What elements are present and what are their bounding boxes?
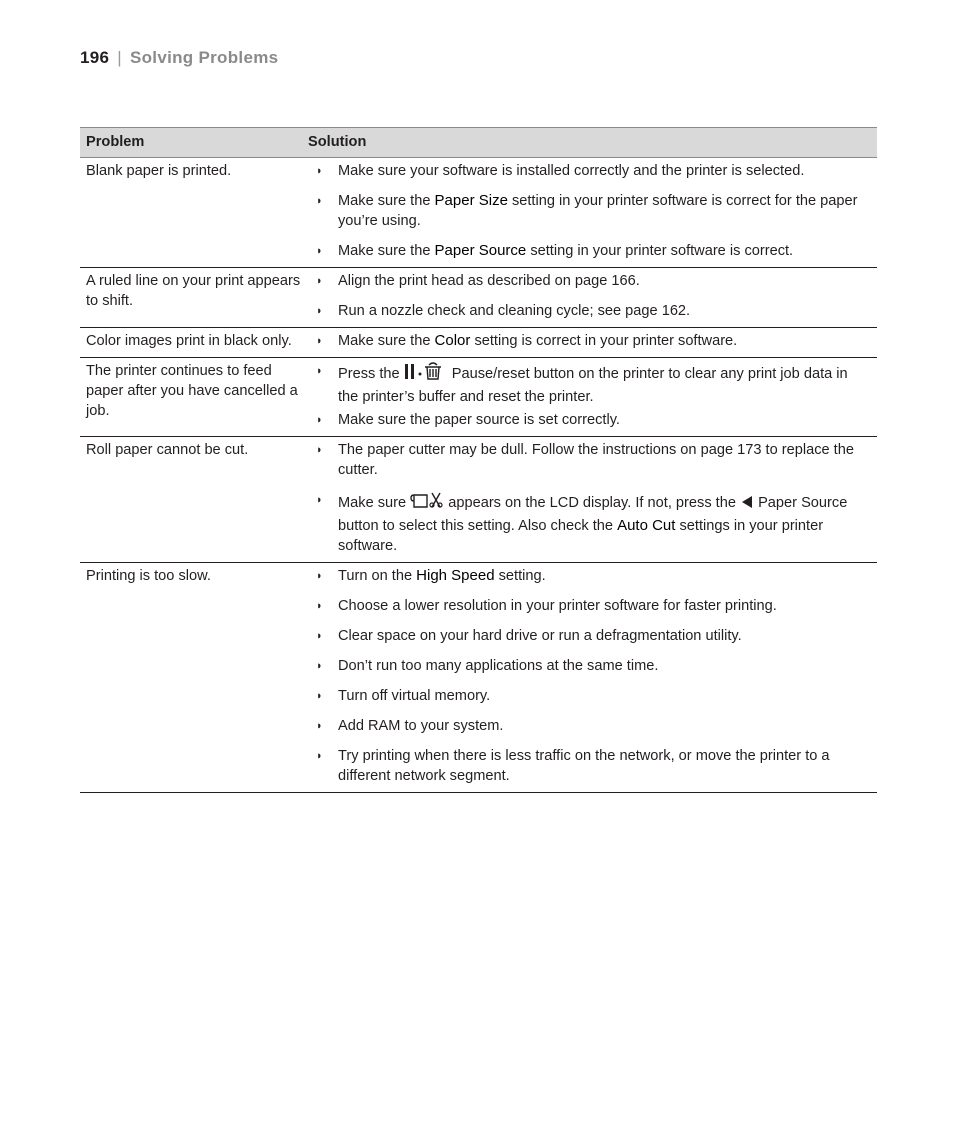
header-separator: |: [117, 48, 122, 67]
left-arrow-icon: [740, 494, 754, 516]
bullet-icon: ◗: [316, 414, 323, 426]
problem-cell: The printer continues to feed paper after you have cancelled a job.: [80, 358, 314, 437]
solution-item: ◗ Turn off virtual memory.: [316, 688, 491, 704]
solution-list: [314, 271, 869, 321]
table-row: [80, 268, 877, 328]
solution-cell: [314, 563, 877, 793]
page-number: 196: [80, 48, 110, 67]
solution-item: ◗ Make sure the Paper Size setting in your printer software is correct for the paper you’re using.: [316, 192, 858, 229]
bullet-icon: ◗: [316, 444, 323, 456]
problem-cell: A ruled line on your print appears to shift.: [80, 268, 314, 328]
solution-item: ◗ Clear space on your hard drive or run a defragmentation utility.: [316, 628, 742, 644]
solution-header: Solution: [308, 134, 367, 150]
problem-cell: Blank paper is printed.: [80, 158, 314, 268]
bullet-icon: ◗: [316, 245, 323, 257]
problem-header: Problem: [86, 134, 145, 150]
problem-cell: Printing is too slow.: [80, 563, 314, 793]
solution-item: ◗ Turn on the High Speed setting.: [316, 567, 546, 584]
table-row: [80, 437, 877, 563]
setting-name: Paper Size: [434, 192, 508, 209]
solution-item: ◗ Try printing when there is less traffic on the network, or move the printer to a different network segment.: [316, 748, 830, 784]
bullet-icon: ◗: [316, 630, 323, 642]
bullet-icon: ◗: [316, 600, 323, 612]
solution-item: ◗ The paper cutter may be dull. Follow the instructions on page 173 to replace the cutter.: [316, 442, 854, 478]
solution-list: [314, 566, 869, 786]
solution-list: [314, 161, 869, 261]
solution-item: ◗ Make sure the Paper Source setting in your printer software is correct.: [316, 242, 794, 259]
pause-reset-icon: [404, 361, 448, 387]
solution-item: ◗ Press the Pause/reset button on the printer to clear any print job data in the printer’s buffer and reset the printer.: [314, 361, 869, 407]
bullet-icon: ◗: [316, 165, 323, 177]
solution-cell: [314, 358, 877, 437]
setting-name: Auto Cut: [617, 517, 676, 534]
solution-item: ◗ Make sure the Color setting is correct in your printer software.: [316, 332, 738, 349]
bullet-icon: ◗: [316, 570, 323, 582]
solution-list: [314, 361, 869, 430]
bullet-icon: ◗: [316, 335, 323, 347]
solution-item: ◗ Run a nozzle check and cleaning cycle; see page 162.: [316, 303, 691, 319]
table-row: [80, 328, 877, 358]
solution-list: [314, 331, 869, 351]
setting-name: High Speed: [416, 567, 495, 584]
table-row: [80, 158, 877, 268]
setting-name: Color: [434, 332, 471, 349]
setting-name: Paper Source: [434, 242, 527, 259]
solution-cell: [314, 437, 877, 563]
bullet-icon: ◗: [316, 750, 323, 762]
table-row: [80, 358, 877, 437]
troubleshooting-table: [80, 127, 877, 793]
bullet-icon: ◗: [316, 494, 323, 506]
bullet-icon: ◗: [316, 690, 323, 702]
solution-list: [314, 440, 869, 556]
roll-cut-icon: [410, 490, 444, 516]
bullet-icon: ◗: [316, 275, 323, 287]
page-header: [80, 48, 278, 68]
solution-item: ◗ Choose a lower resolution in your printer software for faster printing.: [316, 598, 777, 614]
solution-item: ◗ Make sure your software is installed correctly and the printer is selected.: [316, 163, 805, 179]
solution-cell: [314, 158, 877, 268]
table-header: [80, 128, 877, 158]
bullet-icon: ◗: [316, 305, 323, 317]
bullet-icon: ◗: [316, 660, 323, 672]
solution-cell: [314, 268, 877, 328]
problem-cell: Roll paper cannot be cut.: [80, 437, 314, 563]
solution-item: ◗ Add RAM to your system.: [316, 718, 504, 734]
section-title: Solving Problems: [129, 48, 279, 67]
solution-item: ◗ Align the print head as described on page 166.: [316, 273, 640, 289]
bullet-icon: ◗: [316, 720, 323, 732]
solution-item: ◗ Make sure the paper source is set correctly.: [316, 412, 620, 428]
table-header-row: [80, 128, 877, 158]
problem-cell: Color images print in black only.: [80, 328, 314, 358]
table-row: [80, 563, 877, 793]
solution-item: ◗ Make sure appears on the LCD display. If not, press the Paper Source button to select this setting. Also check the Auto Cut settings in your printer software.: [314, 490, 869, 556]
bullet-icon: ◗: [316, 365, 323, 377]
solution-item: ◗ Don’t run too many applications at the same time.: [316, 658, 659, 674]
solution-cell: [314, 328, 877, 358]
bullet-icon: ◗: [316, 195, 323, 207]
